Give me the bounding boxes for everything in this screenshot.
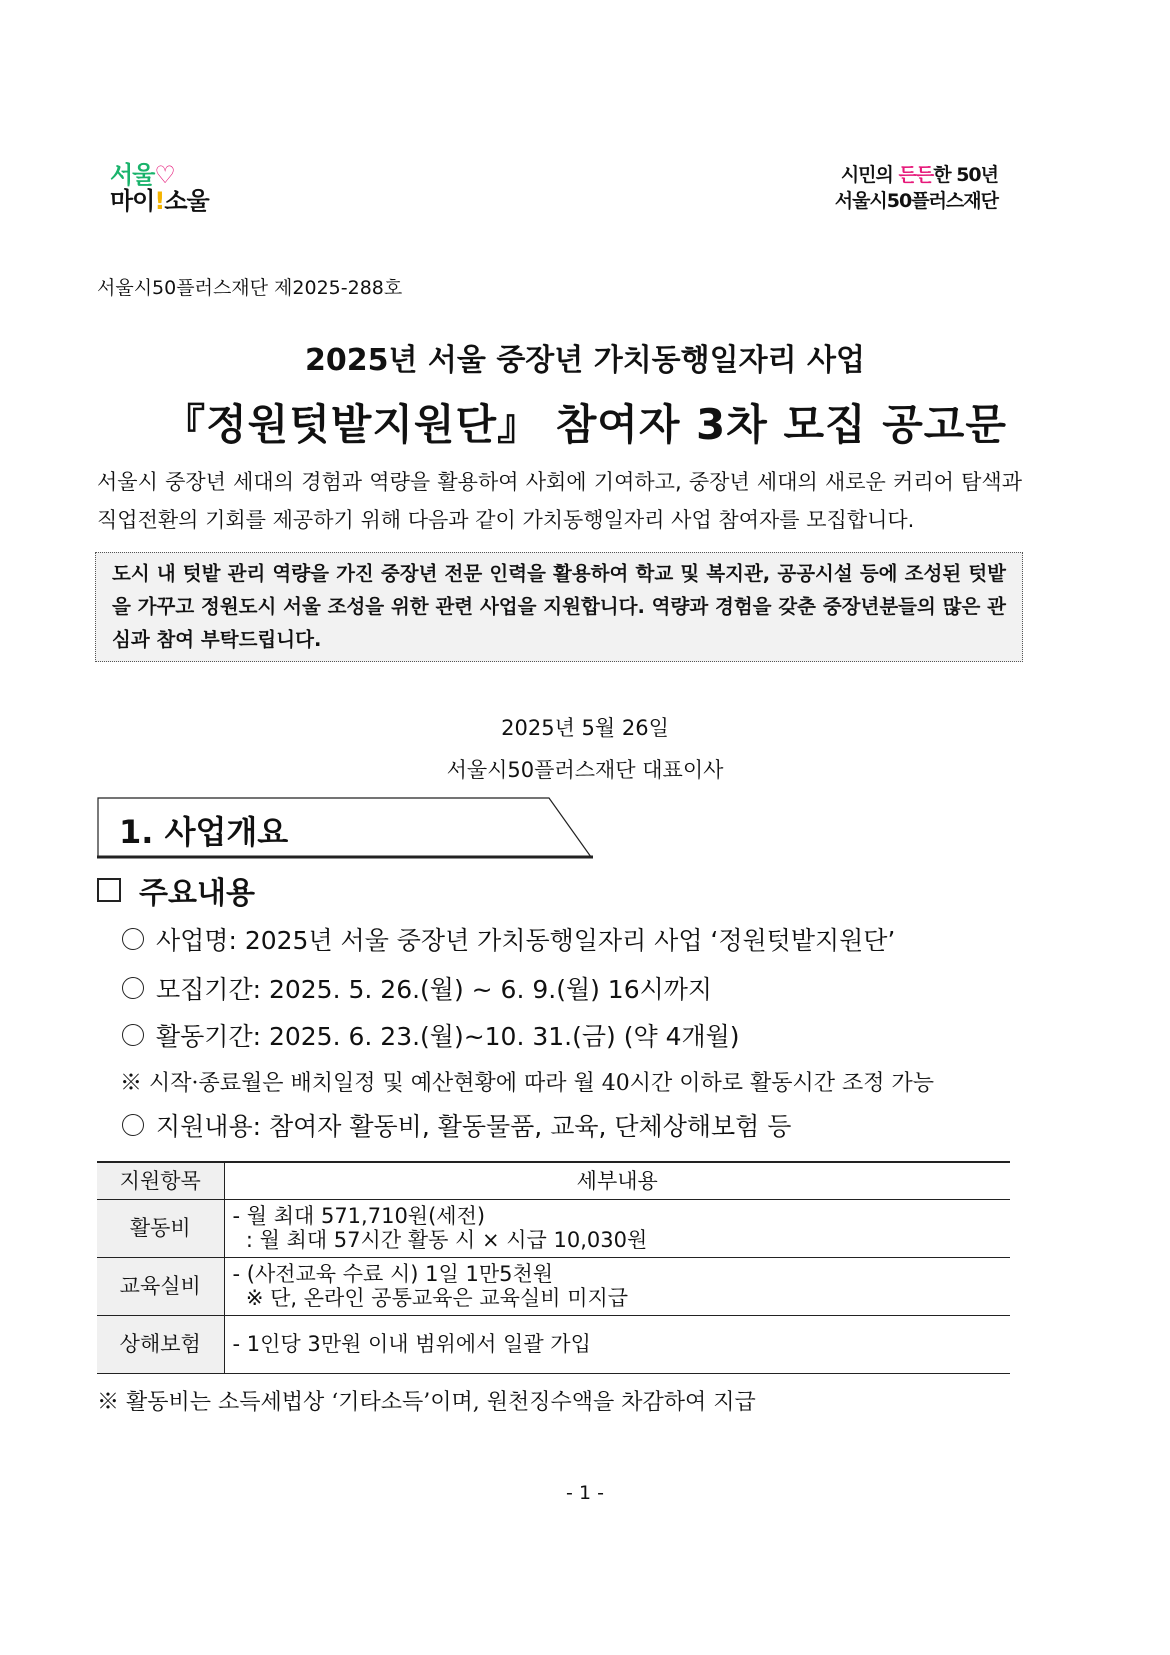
list-item	[122, 1017, 740, 1053]
square-bullet-icon	[97, 878, 121, 902]
section-header	[97, 797, 593, 859]
list-item	[122, 1107, 791, 1143]
row-detail: - 월 최대 571,710원(세전)	[232, 1204, 486, 1228]
section-title: 1. 사업개요	[119, 813, 289, 851]
footnote: ※ 활동비는 소득세법상 ‘기타소득’이며, 원천징수액을 차감하여 지급	[97, 1390, 756, 1415]
circle-bullet-icon	[122, 1114, 144, 1136]
slogan-c: 한 50년	[933, 164, 998, 186]
item-text: 지원내용: 참여자 활동비, 활동물품, 교육, 단체상해보험 등	[156, 1112, 792, 1141]
table-header-row	[97, 1162, 1010, 1199]
table-row	[97, 1257, 1010, 1315]
logo-line2a: 마이	[110, 187, 155, 215]
slogan-b: 든든	[898, 164, 934, 186]
title-line2: 『정원텃밭지원단』 참여자 3차 모집 공고문	[163, 400, 1007, 449]
circle-bullet-icon	[122, 928, 144, 950]
header-detail: 세부내용	[224, 1162, 1010, 1199]
logo-line2b: 소울	[164, 187, 209, 215]
item-text: 사업명: 2025년 서울 중장년 가치동행일자리 사업 ‘정원텃밭지원단’	[156, 926, 896, 955]
row-item: 활동비	[97, 1199, 224, 1257]
list-item	[122, 970, 712, 1006]
document-number: 서울시50플러스재단 제2025-288호	[97, 277, 403, 299]
intro-paragraph: 서울시 중장년 세대의 경험과 역량을 활용하여 사회에 기여하고, 중장년 세대의 새로운 커리어 탐색과 직업전환의 기회를 제공하기 위해 다음과 같이 가치동행일자리 사업 참여자를 모집합니다.	[97, 470, 1022, 532]
table-row	[97, 1315, 1010, 1373]
subsection-title: 주요내용	[139, 876, 255, 911]
circle-bullet-icon	[122, 1024, 144, 1046]
foundation-logo	[800, 162, 998, 214]
title-line1: 2025년 서울 중장년 가치동행일자리 사업	[305, 343, 865, 378]
row-detail: : 월 최대 57시간 활동 시 × 시급 10,030원	[232, 1228, 648, 1252]
foundation-name: 서울시50플러스재단	[834, 190, 998, 212]
row-item: 상해보험	[97, 1315, 224, 1373]
list-item	[122, 921, 895, 957]
slogan-a: 시민의	[840, 164, 899, 186]
date-block	[0, 707, 1170, 791]
header-item: 지원항목	[97, 1162, 224, 1199]
row-detail: - 1인당 3만원 이내 범위에서 일괄 가입	[224, 1315, 1010, 1373]
seoul-my-soul-logo: 서울♡ 마이!소울	[110, 161, 209, 215]
subsection-header	[97, 868, 255, 912]
item-text: 모집기간: 2025. 5. 26.(월) ~ 6. 9.(월) 16시까지	[156, 975, 713, 1004]
schedule-note: ※ 시작·종료월은 배치일정 및 예산현황에 따라 월 40시간 이하로 활동시간 조정 가능	[120, 1071, 934, 1096]
row-detail: - (사전교육 수료 시) 1일 1만5천원	[232, 1262, 554, 1286]
page-number: - 1 -	[566, 1482, 604, 1504]
table-row	[97, 1199, 1010, 1257]
row-item: 교육실비	[97, 1257, 224, 1315]
highlight-box: 도시 내 텃밭 관리 역량을 가진 중장년 전문 인력을 활용하여 학교 및 복지관, 공공시설 등에 조성된 텃밭을 가꾸고 정원도시 서울 조성을 위한 관련 사업을 지원합니다. 역량과 경험을 갖춘 중장년분들의 많은 관심과 참여 부탁드립니다.	[95, 552, 1023, 662]
support-table	[97, 1161, 1010, 1374]
logo-line1: 서울	[110, 161, 155, 189]
row-detail: ※ 단, 온라인 공통교육은 교육실비 미지급	[232, 1286, 629, 1310]
item-text: 활동기간: 2025. 6. 23.(월)~10. 31.(금) (약 4개월)	[156, 1022, 740, 1051]
announcement-date: 2025년 5월 26일	[501, 716, 669, 740]
circle-bullet-icon	[122, 977, 144, 999]
issuer: 서울시50플러스재단 대표이사	[446, 758, 724, 782]
